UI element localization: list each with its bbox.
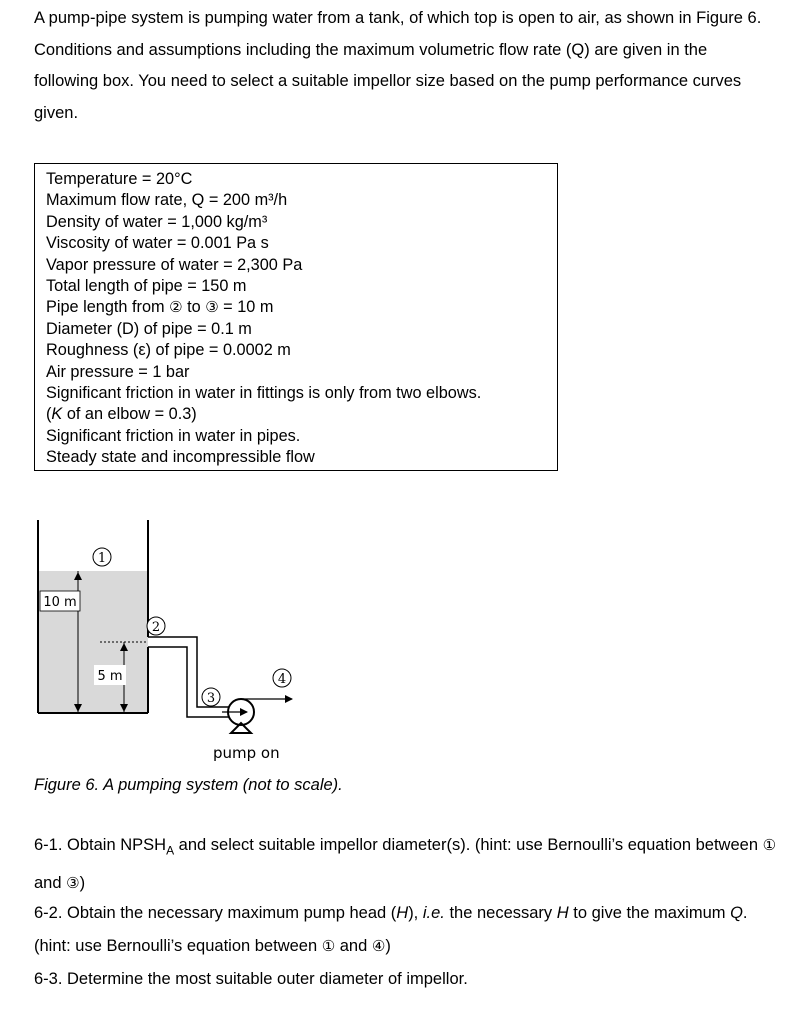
length-2-3-mid: to bbox=[182, 298, 206, 317]
problem-intro: A pump-pipe system is pumping water from a tank, of which top is open to air, as shown in Figure 6. Conditions and assumptions including the maximum volumetric flow rate (Q) are given in the following box. You need to select a suitable impellor size based on the pump performance curves given. bbox=[34, 9, 762, 122]
q2-circled-4: ④ bbox=[371, 937, 386, 955]
q2-h-symbol: H bbox=[396, 904, 409, 922]
elbow-k-symbol: K bbox=[51, 405, 63, 424]
condition-vapor-pressure: Vapor pressure of water = 2,300 Pa bbox=[46, 255, 303, 274]
length-2-3-prefix: Pipe length from bbox=[46, 298, 170, 317]
condition-diameter: Diameter (D) of pipe = 0.1 m bbox=[46, 319, 252, 338]
condition-fittings: Significant friction in water in fittings is only from two elbows. bbox=[46, 384, 482, 403]
condition-roughness: Roughness (ε) of pipe = 0.0002 m bbox=[46, 341, 291, 360]
q2-text-d: to give the maximum bbox=[568, 904, 731, 922]
conditions-box bbox=[34, 163, 558, 471]
q1-and: and bbox=[34, 874, 67, 893]
condition-steady-flow: Steady state and incompressible flow bbox=[46, 448, 315, 467]
condition-pipe-friction: Significant friction in water in pipes. bbox=[46, 426, 301, 445]
circled-2: ② bbox=[169, 298, 183, 317]
elbow-k-value: of an elbow = 0.3) bbox=[62, 405, 197, 424]
q2-q-symbol: Q bbox=[730, 904, 743, 922]
q1-text-b: and select suitable impellor diameter(s). (hint: use Bernoulli’s equation between bbox=[174, 836, 763, 854]
q2-text-e: . (hint: use Bernoulli’s equation between bbox=[34, 904, 748, 955]
question-6-3: 6-3. Determine the most suitable outer diameter of impellor. bbox=[34, 970, 468, 988]
point-4-label: 4 bbox=[277, 672, 287, 687]
q1-end: ) bbox=[79, 874, 86, 893]
q1-circled-1: ① bbox=[762, 836, 777, 854]
q2-h-symbol-2: H bbox=[556, 904, 569, 922]
condition-length-2-3 bbox=[46, 297, 557, 318]
pump-on-label: pump on bbox=[213, 744, 280, 762]
q1-circled-3: ③ bbox=[66, 874, 80, 893]
condition-air-pressure: Air pressure = 1 bar bbox=[46, 362, 190, 381]
condition-flow-rate: Maximum flow rate, Q = 200 m³/h bbox=[46, 191, 288, 210]
question-6-1 bbox=[34, 829, 784, 900]
condition-elbow-k: (K of an elbow = 0.3) bbox=[46, 405, 197, 424]
condition-density: Density of water = 1,000 kg/m³ bbox=[46, 212, 268, 231]
q2-and: and bbox=[335, 937, 372, 955]
pumping-system-figure bbox=[0, 510, 805, 770]
q2-text-c: the necessary bbox=[444, 904, 557, 922]
condition-temperature: Temperature = 20°C bbox=[46, 170, 193, 188]
q2-text-a: 6-2. Obtain the necessary maximum pump head ( bbox=[34, 904, 397, 922]
q2-end: ) bbox=[385, 937, 391, 955]
condition-total-length: Total length of pipe = 150 m bbox=[46, 277, 247, 296]
q2-text-b: ), bbox=[408, 904, 423, 922]
circled-3: ③ bbox=[205, 298, 219, 317]
question-6-2 bbox=[34, 897, 784, 963]
length-2-3-value: = 10 m bbox=[218, 298, 274, 317]
point-3-label: 3 bbox=[206, 691, 216, 706]
q1-text-a: 6-1. Obtain NPSH bbox=[34, 836, 167, 854]
label-10m: 10 m bbox=[43, 595, 77, 610]
condition-viscosity: Viscosity of water = 0.001 Pa s bbox=[46, 234, 269, 253]
q2-ie: i.e. bbox=[422, 904, 445, 922]
point-1-label: 1 bbox=[97, 551, 107, 566]
q2-circled-1: ① bbox=[321, 937, 336, 955]
q1-subscript: A bbox=[166, 843, 175, 858]
figure-caption: Figure 6. A pumping system (not to scale). bbox=[34, 776, 343, 794]
point-2-label: 2 bbox=[151, 620, 161, 635]
label-5m: 5 m bbox=[97, 669, 123, 684]
